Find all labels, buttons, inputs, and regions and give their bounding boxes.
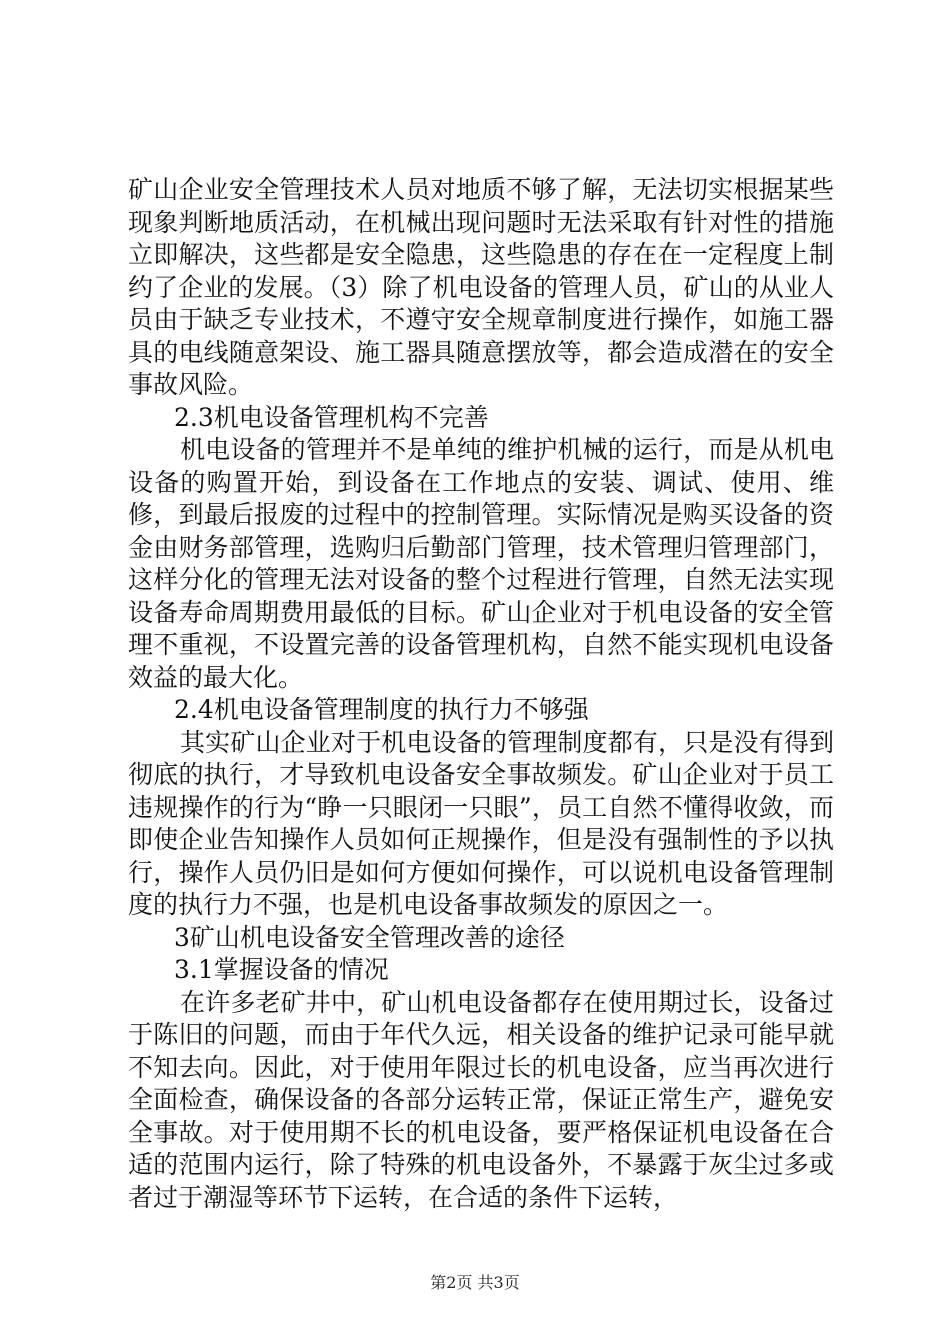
document-body (128, 174, 834, 1214)
page-footer: 第2页 共3页 (430, 1273, 520, 1292)
section-heading-2-4: 2.4机电设备管理制度的执行力不够强 (174, 695, 589, 724)
section-heading-3: 3矿山机电设备安全管理改善的途径 (174, 922, 565, 952)
section-heading-3-1: 3.1掌握设备的情况 (174, 955, 389, 984)
paragraph: 在许多老矿井中，矿山机电设备都存在使用期过长，设备过于陈旧的问题，而由于年代久远，相关设备的维护记录可能早就不知去向。因此，对于使用年限过长的机电设备，应当再次进行全面检查，确保设备的各部分运转正常，保证正常生产，避免安全事故。对于使用期不长的机电设备，要严格保证机电设备在合适的范围内运行，除了特殊的机电设备外，不暴露于灰尘过多或者过于潮湿等环节下运转，在合适的条件下运转， (128, 987, 834, 1212)
paragraph: 机电设备的管理并不是单纯的维护机械的运行，而是从机电设备的购置开始，到设备在工作地点的安装、调试、使用、维修，到最后报废的过程中的控制管理。实际情况是购买设备的资金由财务部管理，选购归后勤部门管理，技术管理归管理部门，这样分化的管理无法对设备的整个过程进行管理，自然无法实现设备寿命周期费用最低的目标。矿山企业对于机电设备的安全管理不重视，不设置完善的设备管理机构，自然不能实现机电设备效益的最大化。 (128, 435, 834, 692)
paragraph: 其实矿山企业对于机电设备的管理制度都有，只是没有得到彻底的执行，才导致机电设备安全事故频发。矿山企业对于员工违规操作的行为“睁一只眼闭一只眼”，员工自然不懂得收敛，而即使企业告知操作人员如何正规操作，但是没有强制性的予以执行，操作人员仍旧是如何方便如何操作，可以说机电设备管理制度的执行力不强，也是机电设备事故频发的原因之一。 (128, 727, 834, 919)
section-heading-2-3: 2.3机电设备管理机构不完善 (174, 402, 489, 432)
paragraph-continuation: 矿山企业安全管理技术人员对地质不够了解，无法切实根据某些现象判断地质活动，在机械出现问题时无法采取有针对性的措施立即解决，这些都是安全隐患，这些隐患的存在在一定程度上制约了企业的发展。（3）除了机电设备的管理人员，矿山的从业人员由于缺乏专业技术，不遵守安全规章制度进行操作，如施工器具的电线随意架设、施工器具随意摆放等，都会造成潜在的安全事故风险。 (128, 175, 834, 399)
